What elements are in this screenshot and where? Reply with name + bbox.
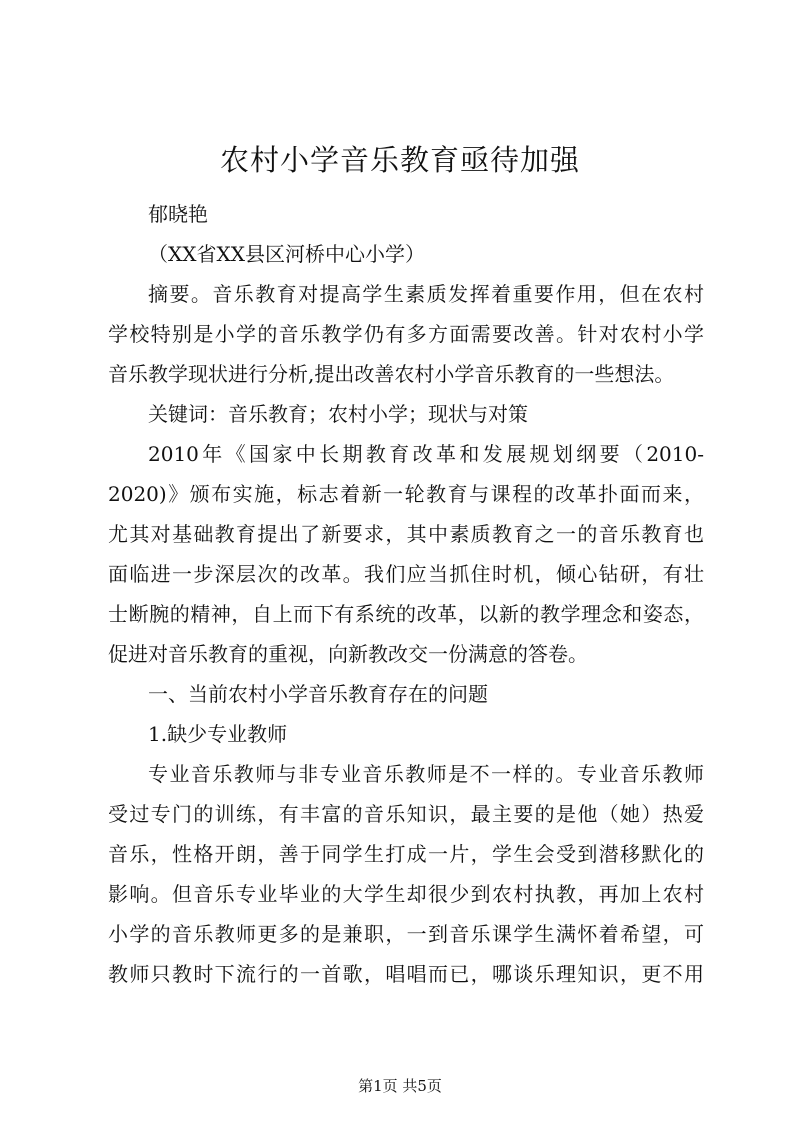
intro-line: 尤其对基础教育提出了新要求，其中素质教育之一的音乐教育也 (108, 522, 704, 546)
affiliation-line: （XX省XX县区河桥中心小学） (148, 242, 425, 266)
intro-line: 2010年《国家中长期教育改革和发展规划纲要（2010- (148, 442, 704, 466)
abstract-line: 摘要。音乐教育对提高学生素质发挥着重要作用，但在农村 (148, 282, 704, 306)
section-line: 专业音乐教师与非专业音乐教师是不一样的。专业音乐教师 (148, 762, 704, 786)
section-line: 小学的音乐教师更多的是兼职，一到音乐课学生满怀着希望，可 (108, 922, 704, 946)
section-line: 教师只教时下流行的一首歌，唱唱而已，哪谈乐理知识，更不用 (108, 962, 704, 986)
section-heading: 一、当前农村小学音乐教育存在的问题 (148, 682, 488, 706)
abstract-line: 音乐教学现状进行分析,提出改善农村小学音乐教育的一些想法。 (108, 362, 675, 386)
section-line: 影响。但音乐专业毕业的大学生却很少到农村执教，再加上农村 (108, 882, 704, 906)
intro-line: 士断腕的精神，自上而下有系统的改革，以新的教学理念和姿态， (108, 602, 704, 626)
keywords-line: 关键词：音乐教育；农村小学；现状与对策 (148, 402, 528, 426)
section-line: 受过专门的训练，有丰富的音乐知识，最主要的是他（她）热爱 (108, 802, 704, 826)
document-body (108, 194, 704, 994)
abstract-line: 学校特别是小学的音乐教学仍有多方面需要改善。针对农村小学 (108, 322, 704, 346)
intro-line: 2020)》颁布实施，标志着新一轮教育与课程的改革扑面而来， (108, 482, 704, 506)
intro-line: 面临进一步深层次的改革。我们应当抓住时机，倾心钻研，有壮 (108, 562, 704, 586)
section-line: 音乐，性格开朗，善于同学生打成一片，学生会受到潜移默化的 (108, 842, 704, 866)
page-footer: 第1页 共5页 (358, 1077, 442, 1095)
author-line: 郁晓艳 (148, 202, 208, 226)
intro-line: 促进对音乐教育的重视，向新教改交一份满意的答卷。 (108, 642, 588, 666)
document-title: 农村小学音乐教育亟待加强 (219, 143, 580, 177)
subsection-heading: 1.缺少专业教师 (148, 722, 288, 746)
